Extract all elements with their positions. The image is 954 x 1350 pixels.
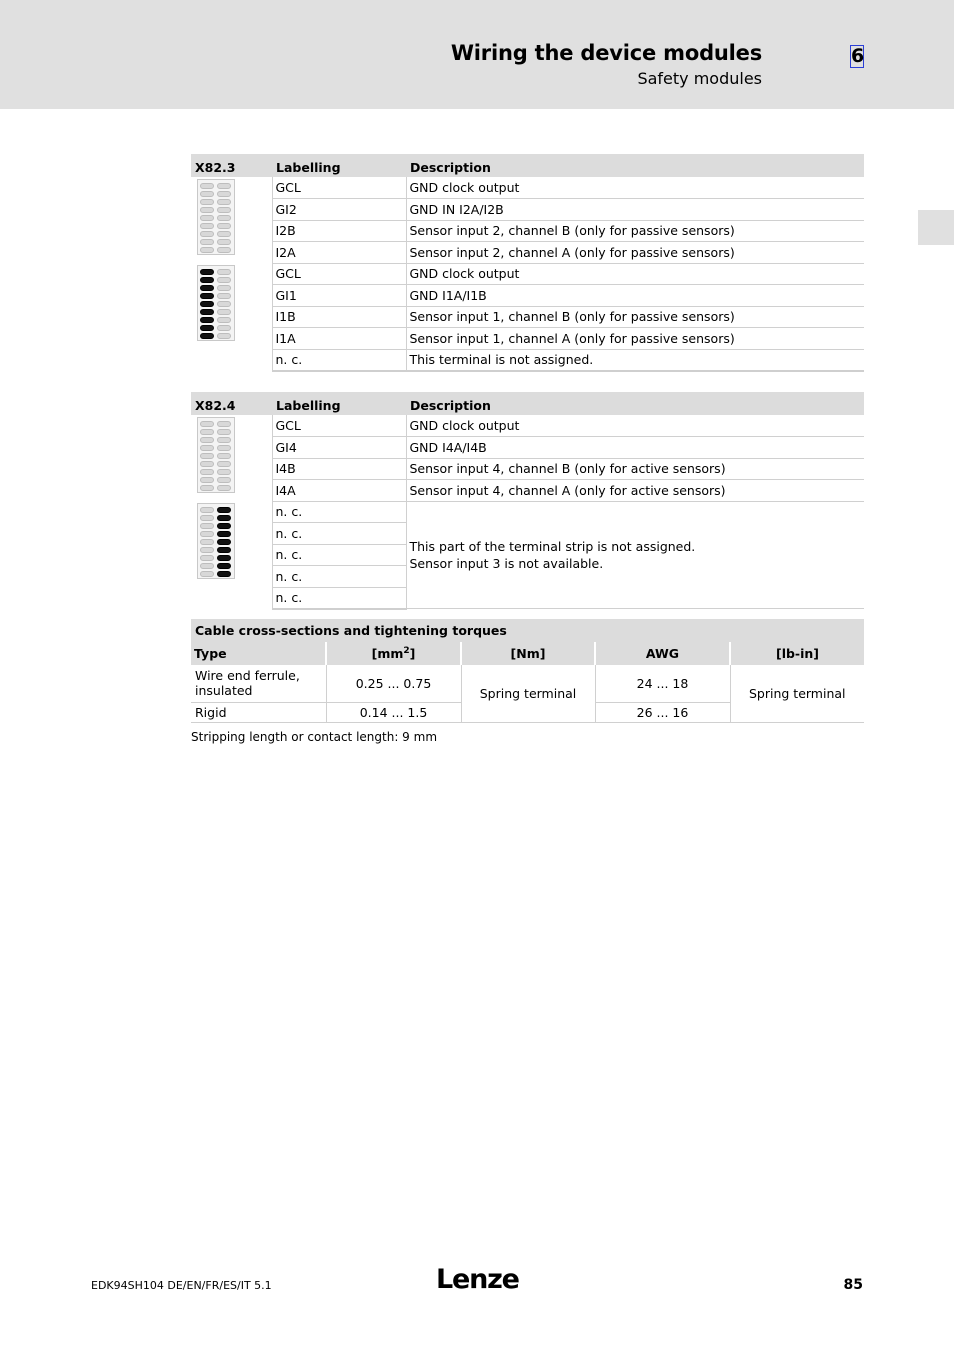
pin-label: n. c. (272, 349, 406, 371)
header-terminal: X82.4 (191, 392, 272, 415)
terminal-strip-icon-highlighted (197, 503, 235, 579)
stripping-length-note: Stripping length or contact length: 9 mm (191, 730, 438, 744)
pin-label: GI1 (272, 285, 406, 307)
terminal-table-x82-4 (191, 392, 864, 610)
mm2-cell: 0.25 ... 0.75 (326, 665, 461, 702)
header-mm2: $[mm^2]$ (326, 642, 461, 665)
side-thumb-tab (918, 210, 954, 245)
merged-line-1: This part of the terminal strip is not assigned. (409, 538, 696, 554)
type-cell: Rigid (191, 702, 326, 722)
header-nm: [Nm] (461, 642, 595, 665)
pin-label: I4A (272, 480, 406, 502)
type-cell: Wire end ferrule, insulated (191, 665, 326, 702)
header-description: Description (406, 392, 864, 415)
pin-label: I1B (272, 306, 406, 328)
pin-description: Sensor input 1, channel B (only for passive sensors) (406, 306, 864, 328)
header-terminal: X82.3 (191, 154, 272, 177)
torque-table-title: Cable cross-sections and tightening torques (191, 619, 864, 642)
pin-description: GND IN I2A/I2B (406, 199, 864, 221)
chapter-title: Wiring the device modules (450, 41, 762, 65)
pin-description: Sensor input 2, channel B (only for passive sensors) (406, 220, 864, 242)
header-labelling: Labelling (272, 392, 406, 415)
chapter-number-link[interactable]: 6 (851, 45, 865, 67)
header-labelling: Labelling (272, 154, 406, 177)
pin-label: GCL (272, 263, 406, 285)
header-awg: AWG (595, 642, 730, 665)
pin-label: I1A (272, 328, 406, 350)
pin-description-merged (406, 501, 864, 609)
pin-description: GND clock output (406, 415, 864, 437)
pin-description: Sensor input 2, channel A (only for passive sensors) (406, 242, 864, 264)
pin-description: Sensor input 1, channel A (only for passive sensors) (406, 328, 864, 350)
pin-description: Sensor input 4, channel A (only for active sensors) (406, 480, 864, 502)
awg-cell: 26 ... 16 (595, 702, 730, 722)
pin-label: I2A (272, 242, 406, 264)
merged-line-2: Sensor input 3 is not available. (409, 555, 604, 571)
nm-cell: Spring terminal (461, 665, 595, 722)
pin-description: GND clock output (406, 177, 864, 199)
pin-description: GND clock output (406, 263, 864, 285)
torque-table (191, 619, 864, 723)
pin-label: n. c. (272, 501, 406, 523)
lenze-logo: Lenze (436, 1264, 519, 1295)
pin-label: GI2 (272, 199, 406, 221)
footer-doc-id: EDK94SH104 DE/EN/FR/ES/IT 5.1 (91, 1279, 272, 1292)
pin-label: GI4 (272, 437, 406, 459)
pin-label: I4B (272, 458, 406, 480)
awg-cell: 24 ... 18 (595, 665, 730, 702)
terminal-table-x82-3 (191, 154, 864, 372)
pin-label: I2B (272, 220, 406, 242)
header-description: Description (406, 154, 864, 177)
mm2-cell: 0.14 ... 1.5 (326, 702, 461, 722)
terminal-strip-icon-highlighted (197, 265, 235, 341)
lbin-cell: Spring terminal (730, 665, 864, 722)
pin-description: GND I1A/I1B (406, 285, 864, 307)
pin-label: n. c. (272, 523, 406, 545)
pin-label: GCL (272, 177, 406, 199)
page-number: 85 (843, 1277, 863, 1293)
header-type: Type (191, 642, 326, 665)
pin-label: n. c. (272, 566, 406, 588)
pin-label: n. c. (272, 544, 406, 566)
pin-label: n. c. (272, 587, 406, 609)
header-lbin: [lb-in] (730, 642, 864, 665)
pin-description: GND I4A/I4B (406, 437, 864, 459)
terminal-strip-icon (197, 179, 235, 255)
pin-label: GCL (272, 415, 406, 437)
terminal-strip-icon (197, 417, 235, 493)
pin-description: Sensor input 4, channel B (only for active sensors) (406, 458, 864, 480)
pin-description: This terminal is not assigned. (406, 349, 864, 371)
chapter-subtitle: Safety modules (637, 69, 762, 88)
